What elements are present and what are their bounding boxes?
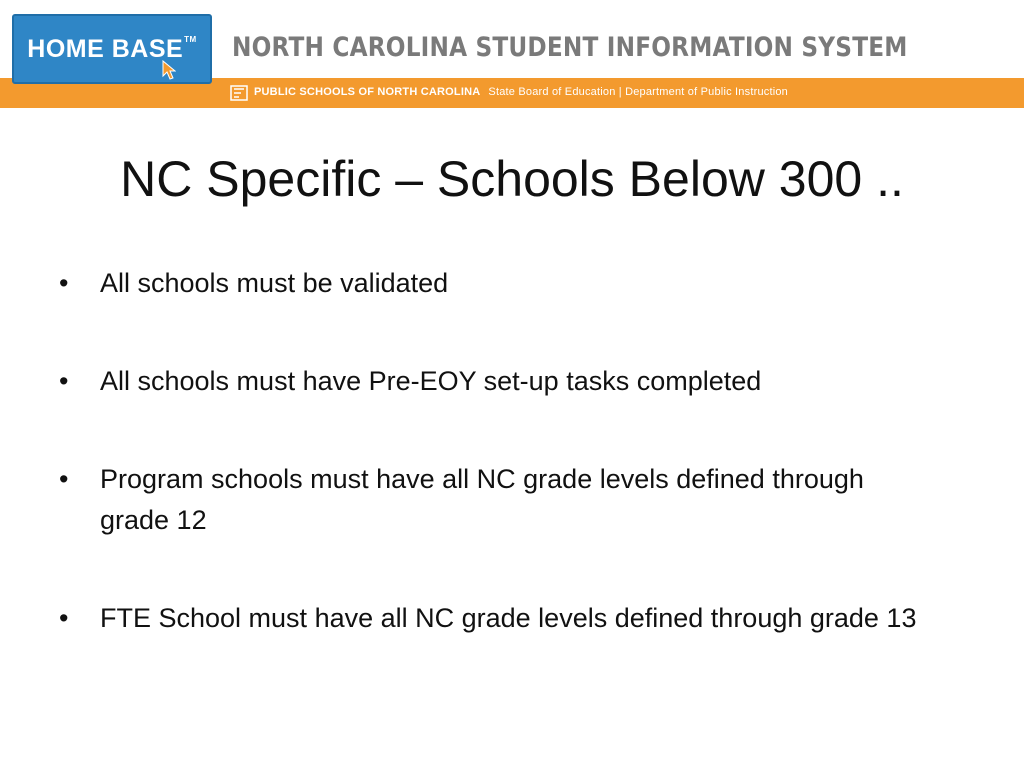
bullet-icon: • xyxy=(59,268,69,298)
bullet-list xyxy=(56,263,936,639)
system-title: NORTH CAROLINA STUDENT INFORMATION SYSTEM xyxy=(232,32,908,63)
bullet-text: FTE School must have all NC grade levels defined through grade 13 xyxy=(100,603,917,633)
bullet-text: All schools must be validated xyxy=(100,268,449,298)
list-item xyxy=(56,598,936,639)
list-item xyxy=(56,361,936,402)
subline-org: PUBLIC SCHOOLS OF NORTH CAROLINA xyxy=(254,86,481,98)
subline-departments: State Board of Education | Department of Public Instruction xyxy=(488,86,788,98)
cursor-arrow-icon xyxy=(162,60,176,80)
bullet-icon: • xyxy=(59,464,69,494)
slide-title: NC Specific – Schools Below 300 .. xyxy=(120,151,904,207)
list-item xyxy=(56,459,936,541)
logo-text: HOME BASE™ xyxy=(27,34,197,63)
bullet-icon: • xyxy=(59,603,69,633)
bullet-icon: • xyxy=(59,366,69,396)
list-item xyxy=(56,263,936,304)
header-subline xyxy=(254,86,788,98)
header-banner xyxy=(0,0,1024,112)
nc-dpi-seal-icon xyxy=(230,84,248,102)
bullet-text: Program schools must have all NC grade levels defined through grade 12 xyxy=(100,464,864,535)
home-base-logo xyxy=(12,14,212,84)
logo-trademark: TM xyxy=(184,34,197,44)
bullet-text: All schools must have Pre-EOY set-up tasks completed xyxy=(100,366,762,396)
